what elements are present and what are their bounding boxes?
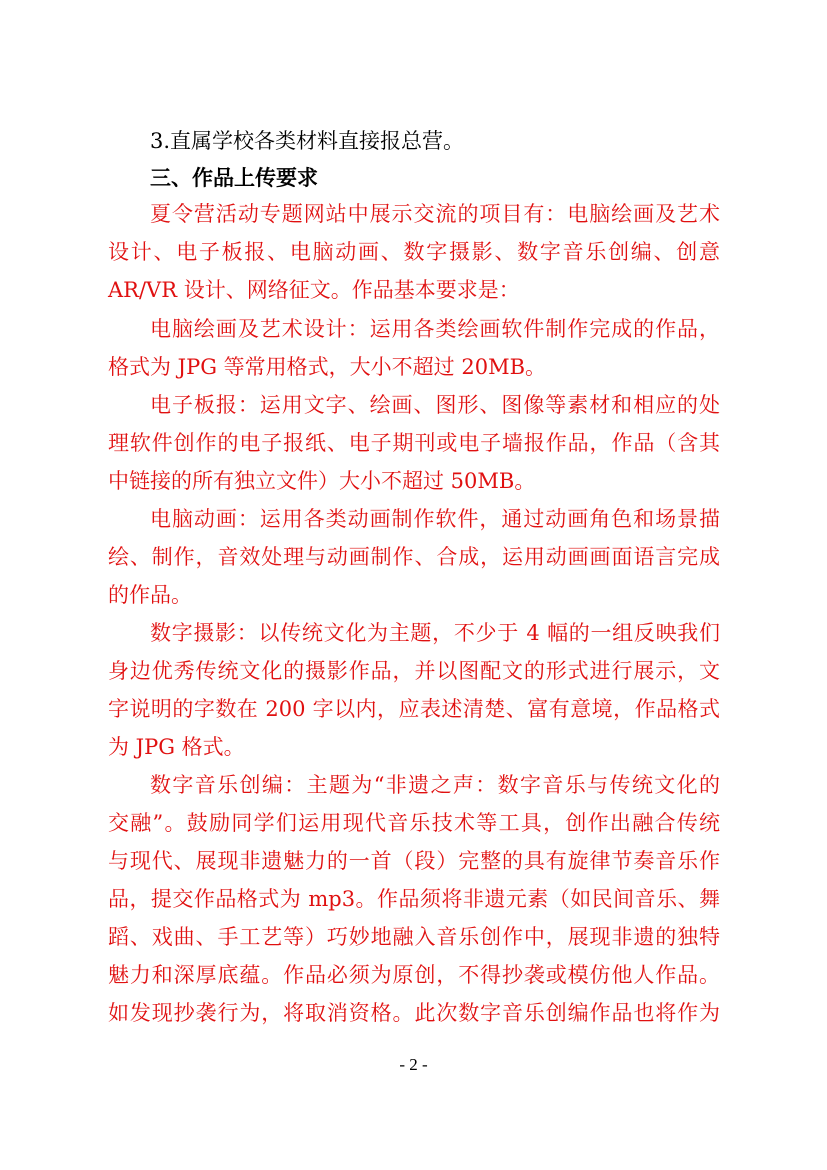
paragraph-line: 绘、制作，音效处理与动画制作、合成，运用动画画面语言完成 xyxy=(108,545,720,569)
paragraph-line: 中链接的所有独立文件）大小不超过 50MB。 xyxy=(108,469,536,493)
paragraph-line: 设计、电子板报、电脑动画、数字摄影、数字音乐创编、创意 xyxy=(108,240,720,264)
paragraph-line: 数字摄影：以传统文化为主题，不少于 4 幅的一组反映我们 xyxy=(150,621,720,645)
paragraph-line: 夏令营活动专题网站中展示交流的项目有：电脑绘画及艺术 xyxy=(150,202,720,226)
paragraph-line: 如发现抄袭行为，将取消资格。此次数字音乐创编作品也将作为 xyxy=(108,1001,720,1025)
item-3: 3.直属学校各类材料直接报总营。 xyxy=(150,129,465,153)
paragraph-line: 身边优秀传统文化的摄影作品，并以图配文的形式进行展示，文 xyxy=(108,659,720,683)
paragraph-line: AR/VR 设计、网络征文。作品基本要求是： xyxy=(108,278,520,302)
paragraph-line: 电脑动画：运用各类动画制作软件，通过动画角色和场景描 xyxy=(150,507,720,531)
page-number: - 2 - xyxy=(399,1055,428,1074)
paragraph-line: 交融”。鼓励同学们运用现代音乐技术等工具，创作出融合传统 xyxy=(108,811,720,835)
paragraph-line: 为 JPG 格式。 xyxy=(108,735,245,759)
paragraph-line: 电子板报：运用文字、绘画、图形、图像等素材和相应的处 xyxy=(150,393,720,417)
paragraph-line: 电脑绘画及艺术设计：运用各类绘画软件制作完成的作品， xyxy=(150,317,720,341)
paragraph-line: 蹈、戏曲、手工艺等）巧妙地融入音乐创作中，展现非遗的独特 xyxy=(108,925,720,949)
paragraph-line: 格式为 JPG 等常用格式，大小不超过 20MB。 xyxy=(108,355,547,379)
paragraph-line: 魅力和深厚底蕴。作品必须为原创，不得抄袭或模仿他人作品。 xyxy=(108,963,720,987)
paragraph-line: 数字音乐创编：主题为“非遗之声：数字音乐与传统文化的 xyxy=(150,773,720,797)
paragraph-line: 与现代、展现非遗魅力的一首（段）完整的具有旋律节奏音乐作 xyxy=(108,849,720,873)
paragraph-line: 品，提交作品格式为 mp3。作品须将非遗元素（如民间音乐、舞 xyxy=(108,887,720,911)
paragraph-line: 理软件创作的电子报纸、电子期刊或电子墙报作品，作品（含其 xyxy=(108,431,720,455)
paragraph-line: 的作品。 xyxy=(108,583,192,607)
section-title: 三、作品上传要求 xyxy=(150,166,318,190)
paragraph-line: 字说明的字数在 200 字以内，应表述清楚、富有意境，作品格式 xyxy=(108,697,720,721)
